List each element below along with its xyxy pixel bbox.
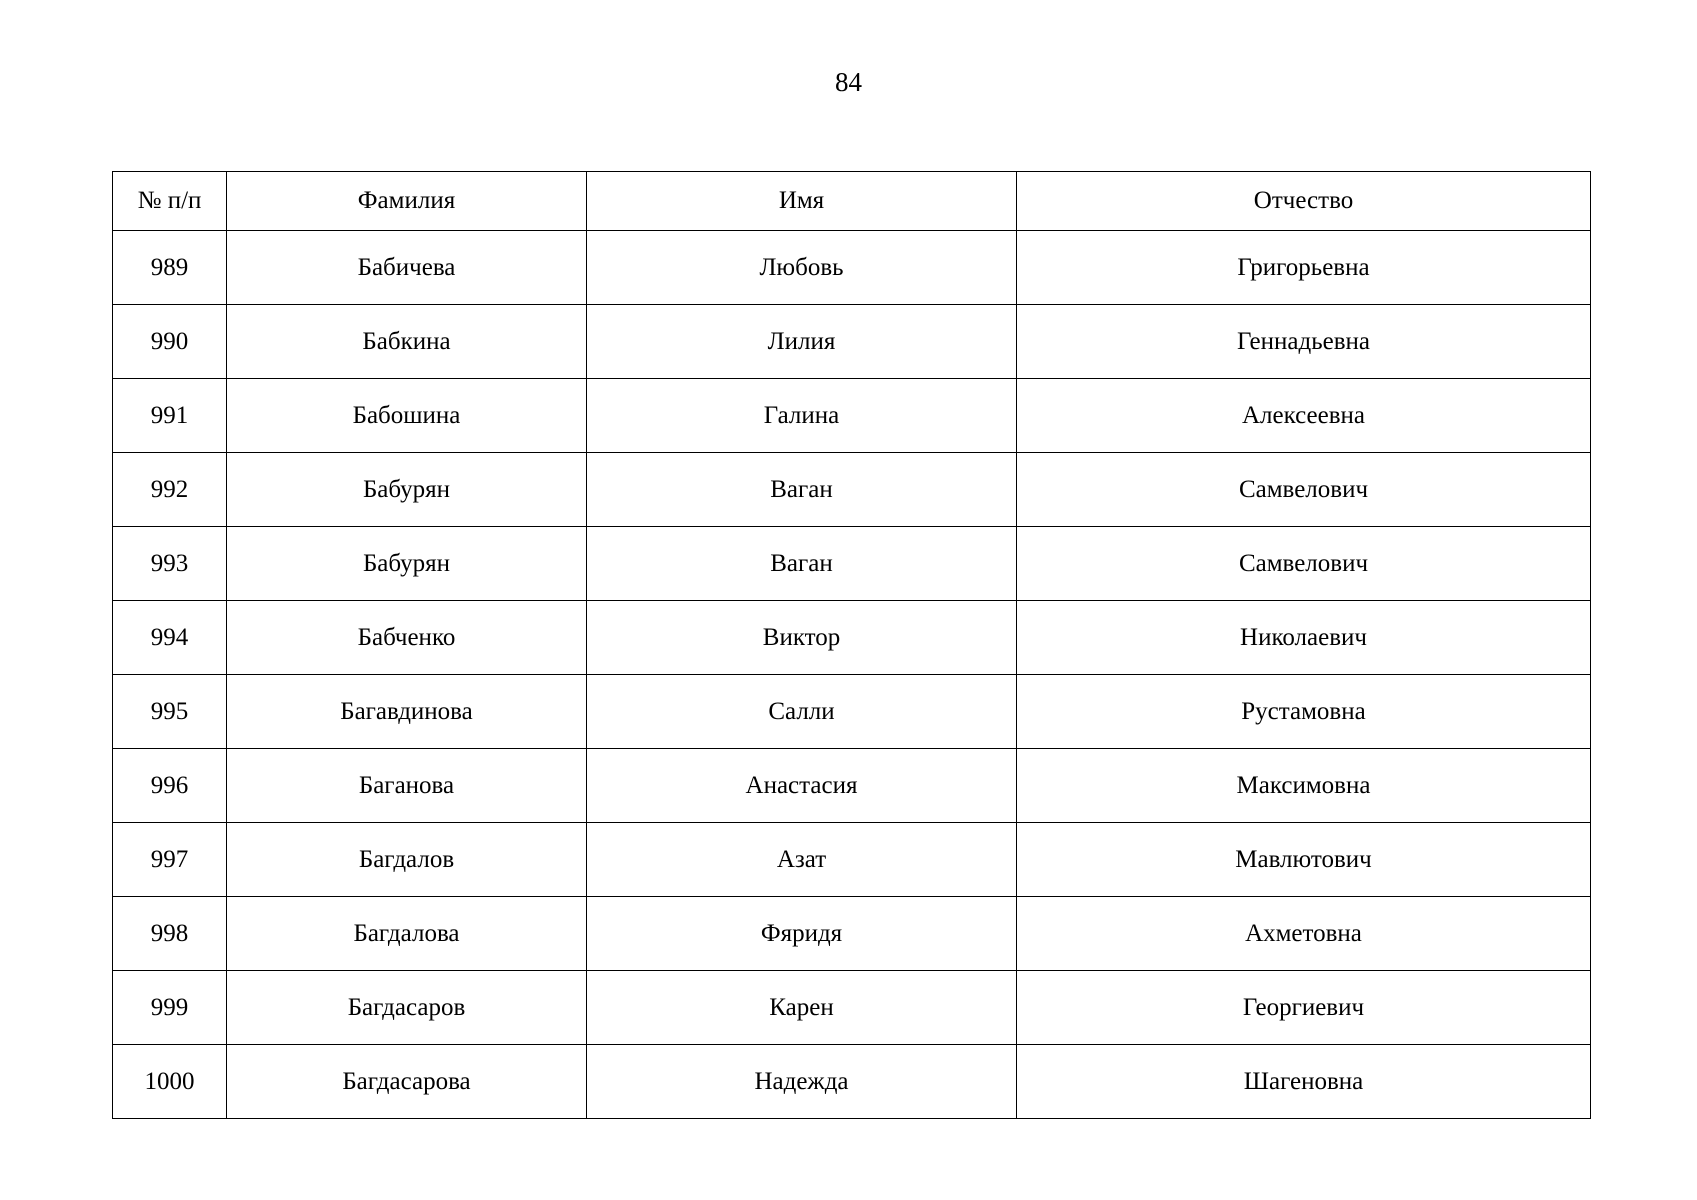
- header-row: [113, 172, 1591, 231]
- cell-num: 991: [113, 379, 227, 453]
- table-row: [113, 897, 1591, 971]
- cell-patronymic: Георгиевич: [1017, 971, 1591, 1045]
- cell-name: Виктор: [587, 601, 1017, 675]
- cell-patronymic: Шагеновна: [1017, 1045, 1591, 1119]
- cell-num: 992: [113, 453, 227, 527]
- cell-name: Салли: [587, 675, 1017, 749]
- header-num: № п/п: [113, 172, 227, 231]
- table-row: [113, 675, 1591, 749]
- cell-surname: Бабошина: [227, 379, 587, 453]
- cell-patronymic: Самвелович: [1017, 453, 1591, 527]
- table-row: [113, 749, 1591, 823]
- cell-patronymic: Мавлютович: [1017, 823, 1591, 897]
- cell-num: 998: [113, 897, 227, 971]
- table-row: [113, 823, 1591, 897]
- cell-surname: Бабченко: [227, 601, 587, 675]
- cell-name: Азат: [587, 823, 1017, 897]
- cell-patronymic: Григорьевна: [1017, 231, 1591, 305]
- cell-num: 1000: [113, 1045, 227, 1119]
- cell-name: Карен: [587, 971, 1017, 1045]
- cell-name: Любовь: [587, 231, 1017, 305]
- header-patronymic: Отчество: [1017, 172, 1591, 231]
- cell-num: 995: [113, 675, 227, 749]
- cell-num: 990: [113, 305, 227, 379]
- table-row: [113, 971, 1591, 1045]
- table-row: [113, 453, 1591, 527]
- header-surname: Фамилия: [227, 172, 587, 231]
- registry-table: [112, 171, 1591, 1119]
- table-body: [113, 231, 1591, 1119]
- table-row: [113, 601, 1591, 675]
- cell-surname: Баганова: [227, 749, 587, 823]
- cell-patronymic: Геннадьевна: [1017, 305, 1591, 379]
- cell-patronymic: Алексеевна: [1017, 379, 1591, 453]
- page-number: 84: [835, 67, 862, 97]
- cell-patronymic: Ахметовна: [1017, 897, 1591, 971]
- cell-num: 999: [113, 971, 227, 1045]
- cell-name: Фяридя: [587, 897, 1017, 971]
- cell-name: Анастасия: [587, 749, 1017, 823]
- cell-name: Галина: [587, 379, 1017, 453]
- table-row: [113, 527, 1591, 601]
- cell-num: 993: [113, 527, 227, 601]
- cell-num: 989: [113, 231, 227, 305]
- cell-surname: Бабурян: [227, 453, 587, 527]
- table-row: [113, 379, 1591, 453]
- cell-num: 996: [113, 749, 227, 823]
- cell-surname: Багдасарова: [227, 1045, 587, 1119]
- cell-surname: Бабурян: [227, 527, 587, 601]
- cell-surname: Багдалова: [227, 897, 587, 971]
- table-header: [113, 172, 1591, 231]
- table-row: [113, 305, 1591, 379]
- cell-name: Лилия: [587, 305, 1017, 379]
- cell-patronymic: Самвелович: [1017, 527, 1591, 601]
- cell-patronymic: Николаевич: [1017, 601, 1591, 675]
- cell-surname: Багдасаров: [227, 971, 587, 1045]
- cell-num: 997: [113, 823, 227, 897]
- cell-surname: Бабкина: [227, 305, 587, 379]
- table-row: [113, 1045, 1591, 1119]
- cell-name: Ваган: [587, 453, 1017, 527]
- header-name: Имя: [587, 172, 1017, 231]
- cell-num: 994: [113, 601, 227, 675]
- cell-surname: Багавдинова: [227, 675, 587, 749]
- cell-patronymic: Максимовна: [1017, 749, 1591, 823]
- cell-surname: Бабичева: [227, 231, 587, 305]
- cell-patronymic: Рустамовна: [1017, 675, 1591, 749]
- table-row: [113, 231, 1591, 305]
- cell-name: Ваган: [587, 527, 1017, 601]
- cell-name: Надежда: [587, 1045, 1017, 1119]
- cell-surname: Багдалов: [227, 823, 587, 897]
